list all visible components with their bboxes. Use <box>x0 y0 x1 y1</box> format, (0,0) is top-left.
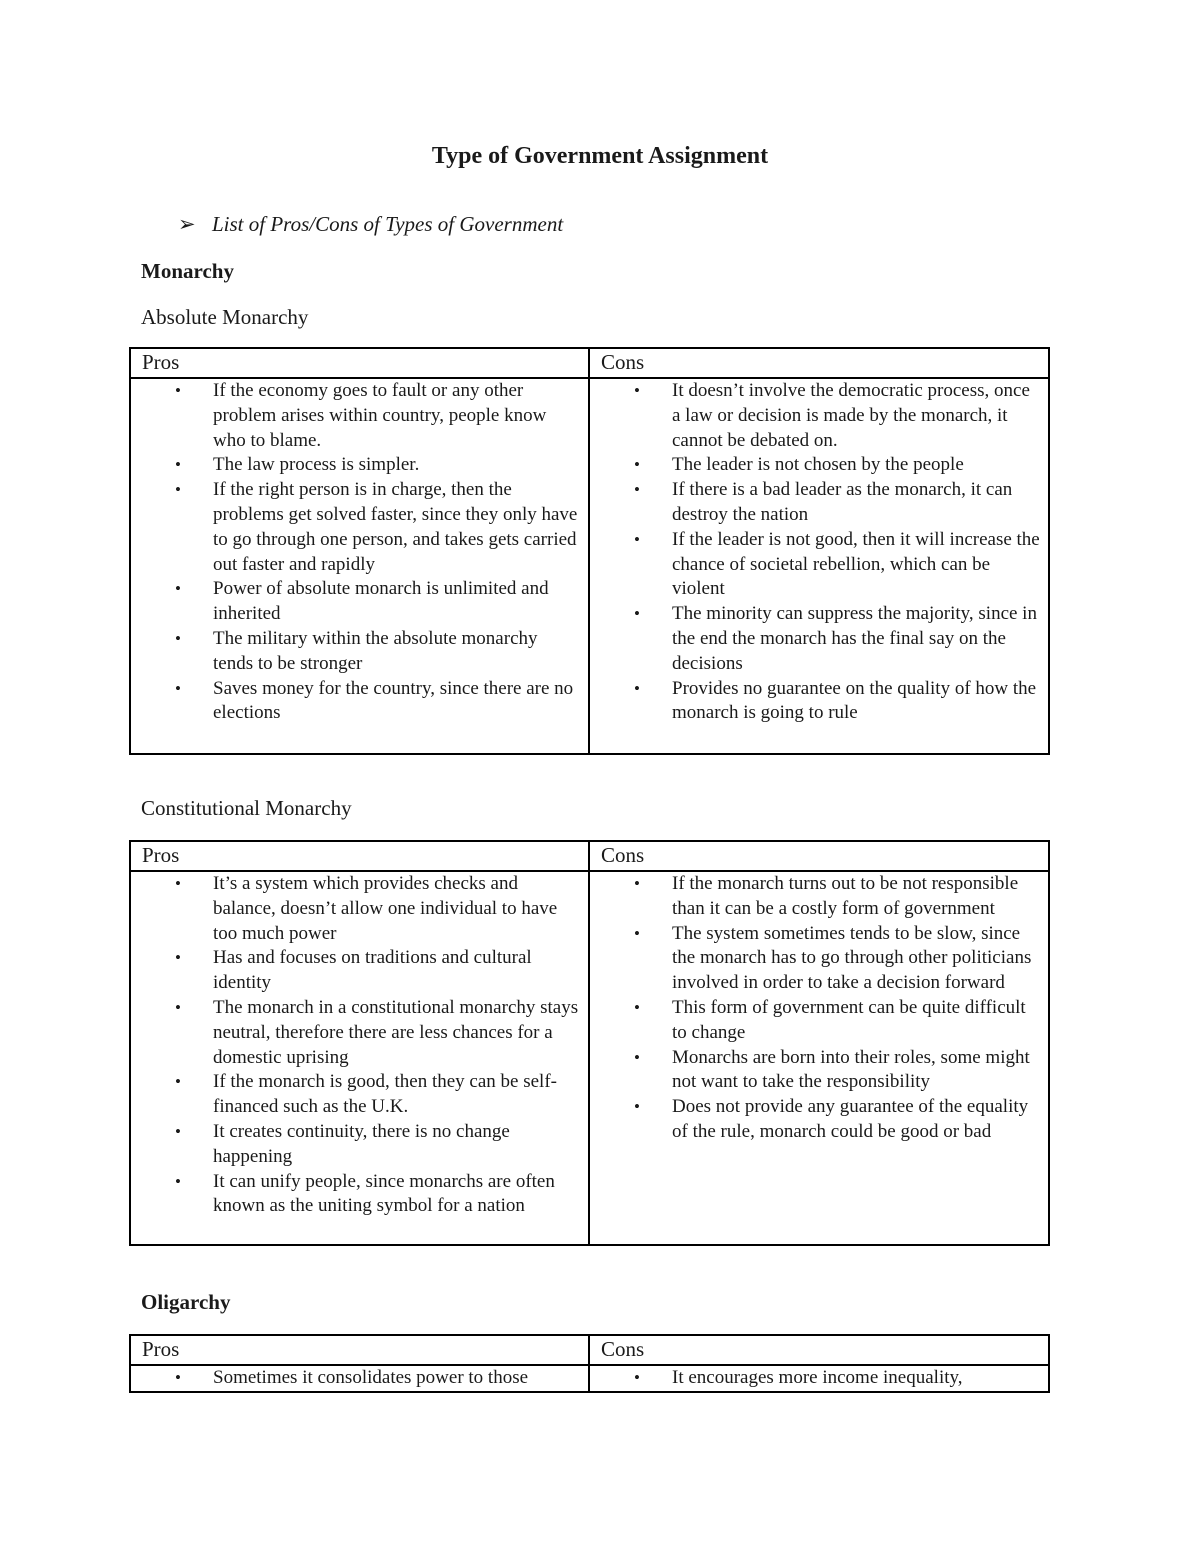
cons-header: Cons <box>589 841 1049 871</box>
list-item: • Monarchs are born into their roles, some might not want to take the responsibility <box>590 1046 1040 1096</box>
list-item: • The military within the absolute monarchy tends to be stronger <box>131 627 580 677</box>
subsection-heading-constitutional-monarchy: Constitutional Monarchy <box>141 796 352 820</box>
list-item: • If there is a bad leader as the monarch, it can destroy the nation <box>590 478 1040 528</box>
section-heading-oligarchy: Oligarchy <box>141 1290 231 1314</box>
oligarchy-table <box>129 1334 1050 1393</box>
cons-header: Cons <box>589 348 1049 378</box>
list-item: • Saves money for the country, since there are no elections <box>131 677 580 727</box>
absolute-monarchy-table <box>129 347 1050 755</box>
cons-cell <box>589 378 1049 754</box>
pros-list <box>131 1366 588 1391</box>
pros-list <box>131 379 588 726</box>
list-item: • The law process is simpler. <box>131 453 580 478</box>
list-item: • The monarch in a constitutional monarchy stays neutral, therefore there are less chances for a domestic uprising <box>131 996 580 1070</box>
page-title: Type of Government Assignment <box>431 143 769 169</box>
cons-list <box>590 379 1048 726</box>
pros-cell <box>130 871 589 1245</box>
list-item: • It’s a system which provides checks and balance, doesn’t allow one individual to have too much power <box>131 872 580 946</box>
list-item: • If the economy goes to fault or any other problem arises within country, people know who to blame. <box>131 379 580 453</box>
pros-list <box>131 872 588 1219</box>
list-item: • Provides no guarantee on the quality of how the monarch is going to rule <box>590 677 1040 727</box>
cons-header: Cons <box>589 1335 1049 1365</box>
list-item: • If the monarch turns out to be not responsible than it can be a costly form of government <box>590 872 1040 922</box>
list-item: • The system sometimes tends to be slow, since the monarch has to go through other politicians involved in order to take a decision forward <box>590 922 1040 996</box>
list-item: • The minority can suppress the majority, since in the end the monarch has the final say on the decisions <box>590 602 1040 676</box>
list-item: • If the monarch is good, then they can be self-financed such as the U.K. <box>131 1070 580 1120</box>
pros-cell <box>130 378 589 754</box>
list-item: • If the right person is in charge, then the problems get solved faster, since they only have to go through one person, and takes gets carried out faster and rapidly <box>131 478 580 577</box>
list-item: • It doesn’t involve the democratic process, once a law or decision is made by the monarch, it cannot be debated on. <box>590 379 1040 453</box>
subheading-text: List of Pros/Cons of Types of Government <box>212 212 564 236</box>
list-item: • It can unify people, since monarchs are often known as the uniting symbol for a nation <box>131 1170 580 1220</box>
list-item: • Has and focuses on traditions and cultural identity <box>131 946 580 996</box>
section-heading-monarchy: Monarchy <box>141 259 234 283</box>
subsection-heading-absolute-monarchy: Absolute Monarchy <box>141 305 309 329</box>
pros-cell <box>130 1365 589 1392</box>
subheading <box>178 212 563 237</box>
cons-cell <box>589 1365 1049 1392</box>
pros-header: Pros <box>130 1335 589 1365</box>
pros-header: Pros <box>130 348 589 378</box>
list-item: • This form of government can be quite difficult to change <box>590 996 1040 1046</box>
list-item: • Does not provide any guarantee of the equality of the rule, monarch could be good or bad <box>590 1095 1040 1145</box>
list-item: • It encourages more income inequality, <box>590 1366 1040 1391</box>
list-item: • The leader is not chosen by the people <box>590 453 1040 478</box>
cons-cell <box>589 871 1049 1245</box>
list-item: • If the leader is not good, then it will increase the chance of societal rebellion, which can be violent <box>590 528 1040 602</box>
pros-header: Pros <box>130 841 589 871</box>
list-item: • Sometimes it consolidates power to those <box>131 1366 580 1391</box>
list-item: • It creates continuity, there is no change happening <box>131 1120 580 1170</box>
arrow-bullet-icon: ➢ <box>178 212 196 236</box>
constitutional-monarchy-table <box>129 840 1050 1246</box>
list-item: • Power of absolute monarch is unlimited and inherited <box>131 577 580 627</box>
cons-list <box>590 872 1048 1145</box>
cons-list <box>590 1366 1048 1391</box>
